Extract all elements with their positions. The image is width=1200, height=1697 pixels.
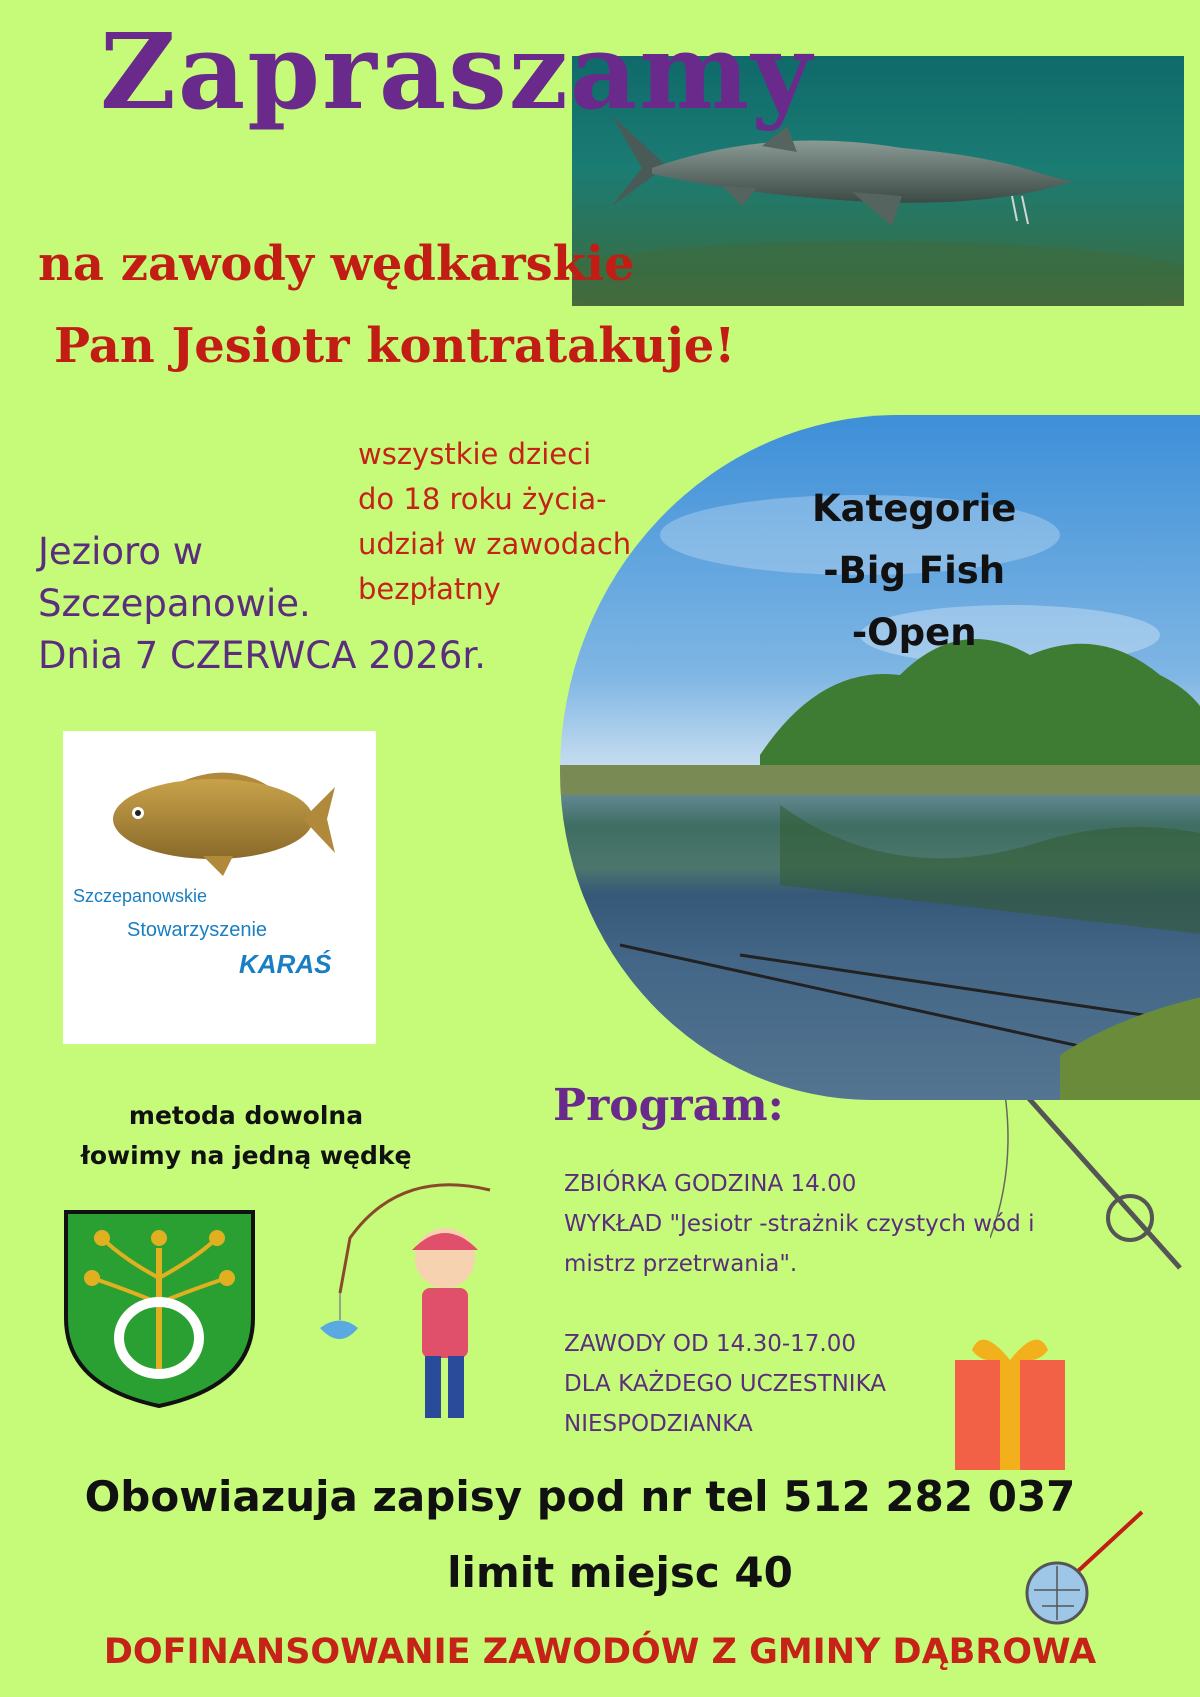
method-info [70, 1096, 422, 1176]
coat-of-arms-icon [62, 1208, 257, 1412]
kids-note-line: wszystkie dzieci [358, 437, 592, 471]
program-line: WYKŁAD "Jesiotr -strażnik czystych wód i [564, 1211, 1035, 1237]
program-spacer [564, 1284, 1034, 1324]
signup-phone: Obowiazuja zapisy pod nr tel 512 282 037 [84, 1472, 1076, 1521]
location-line: Jezioro w [38, 530, 204, 573]
club-name-line-3: KARAŚ [239, 949, 332, 979]
program-schedule [564, 1164, 1034, 1444]
program-line: ZBIÓRKA GODZINA 14.00 [564, 1171, 857, 1197]
subtitle-name: Pan Jesiotr kontratakuje! [54, 318, 736, 374]
method-line: łowimy na jedną wędkę [80, 1141, 412, 1170]
kids-note-line: do 18 roku życia- [358, 482, 607, 516]
club-logo [63, 731, 376, 1044]
categories-block [812, 478, 1016, 664]
landing-net-icon [1022, 1508, 1152, 1638]
categories-title: Kategorie [812, 487, 1017, 530]
club-name-line-2: Stowarzyszenie [127, 919, 268, 941]
club-name-line-1: Szczepanowskie [73, 886, 208, 906]
kids-free-note [358, 432, 631, 612]
kids-note-line: bezpłatny [358, 572, 501, 606]
child-angler-icon [300, 1178, 510, 1442]
category-item: -Open [851, 611, 977, 654]
date-line: Dnia 7 CZERWCA 2026r. [38, 634, 486, 677]
subtitle-event: na zawody wędkarskie [38, 236, 635, 292]
kids-note-line: udział w zawodach [358, 527, 632, 561]
program-title: Program: [553, 1080, 784, 1131]
location-line: Szczepanowie. [38, 582, 311, 625]
method-line: metoda dowolna [128, 1101, 364, 1130]
participants-limit: limit miejsc 40 [447, 1548, 793, 1597]
program-line: NIESPODZIANKA [564, 1411, 753, 1437]
program-line: mistrz przetrwania". [564, 1251, 798, 1277]
headline: Zapraszamy [100, 10, 814, 133]
funding-note: DOFINANSOWANIE ZAWODÓW Z GMINY DĄBROWA [103, 1632, 1097, 1672]
category-item: -Big Fish [823, 549, 1006, 592]
program-line: ZAWODY OD 14.30-17.00 [564, 1331, 857, 1357]
program-line: DLA KAŻDEGO UCZESTNIKA [564, 1371, 886, 1397]
